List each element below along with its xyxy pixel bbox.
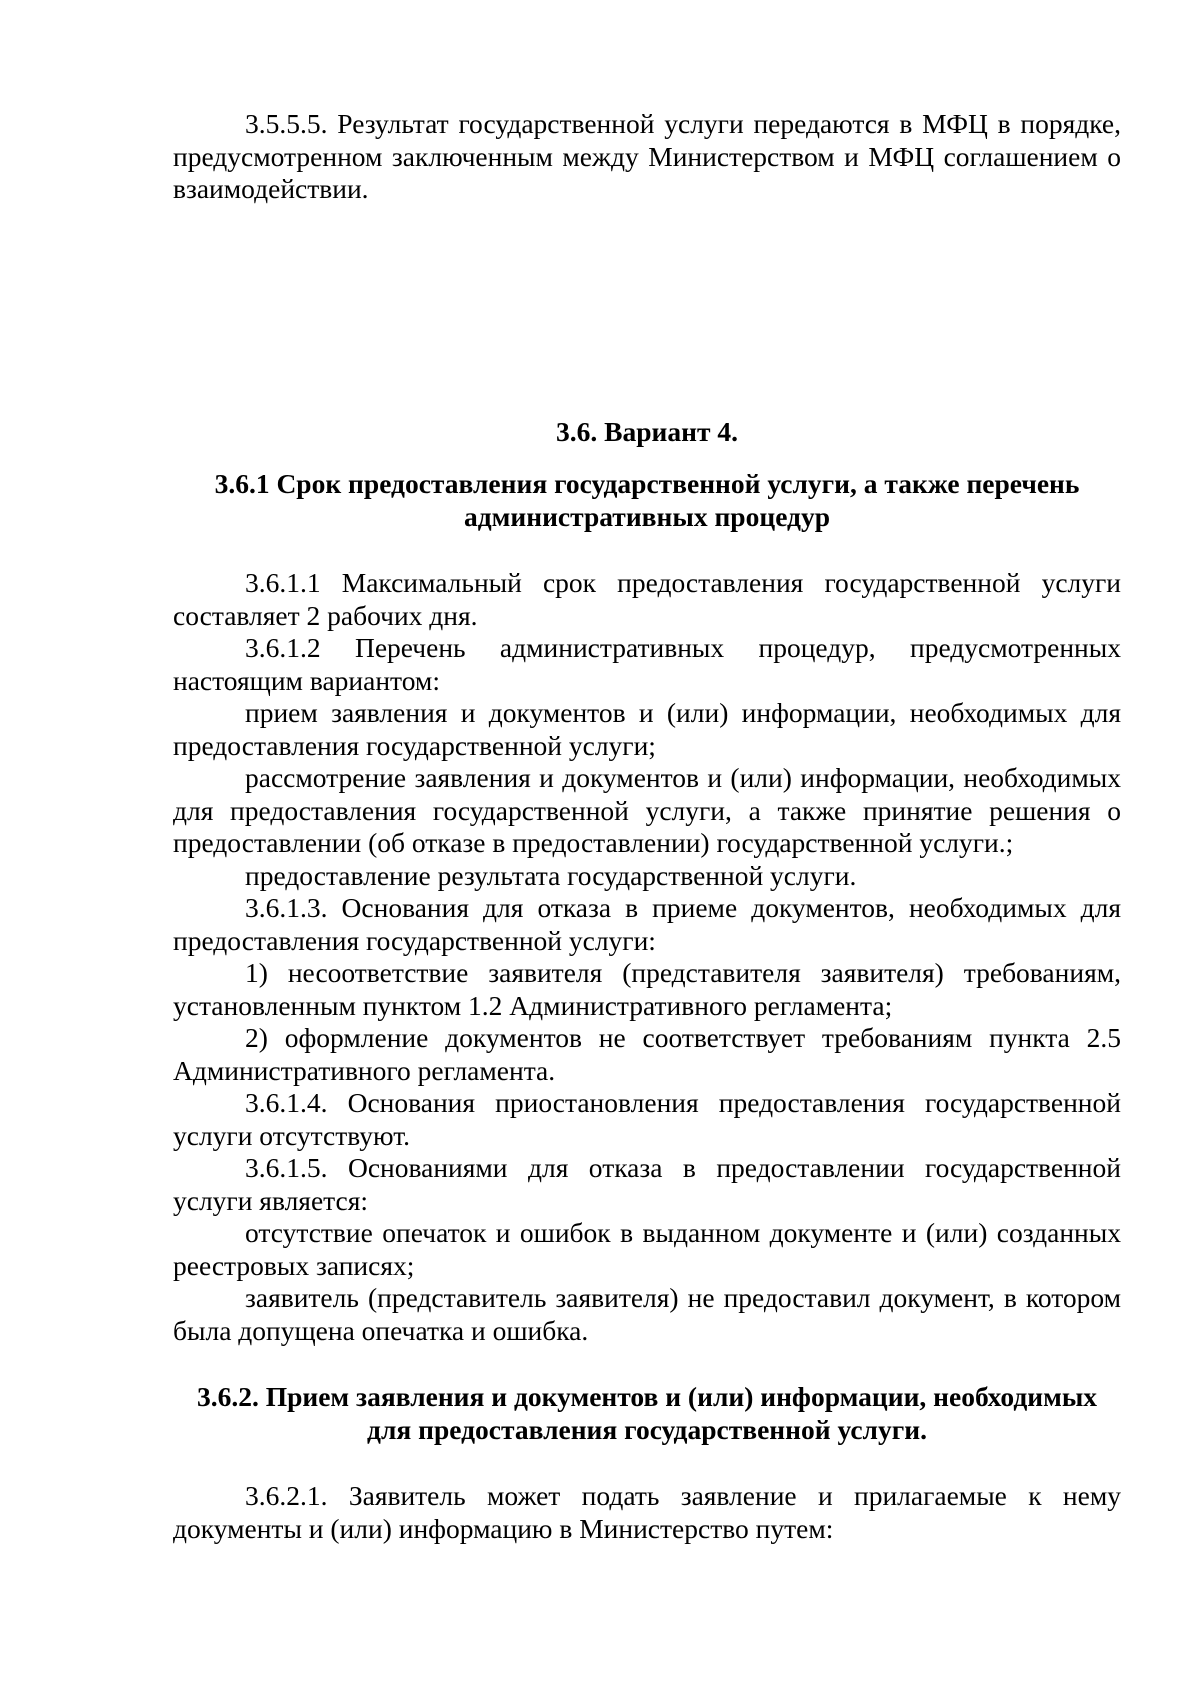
paragraph-3-6-1-4: 3.6.1.4. Основания приостановления предоставления государственной услуги отсутствуют. [173, 1087, 1121, 1151]
procedure-item-3: предоставление результата государственной услуги. [245, 859, 857, 891]
refusal-item-1: отсутствие опечаток и ошибок в выданном документе и (или) созданных реестровых записях; [173, 1217, 1121, 1281]
procedure-item-1: прием заявления и документов и (или) информации, необходимых для предоставления государственной услуги; [173, 697, 1121, 761]
paragraph-3-6-1-2: 3.6.1.2 Перечень административных процедур, предусмотренных настоящим вариантом: [173, 632, 1121, 696]
heading-variant-4: 3.6. Вариант 4. [556, 415, 738, 447]
paragraph-3-5-5-5: 3.5.5.5. Результат государственной услуги передаются в МФЦ в порядке, предусмотренном заключенным между Министерством и МФЦ соглашением о взаимодействии. [173, 108, 1121, 204]
ground-item-1: 1) несоответствие заявителя (представителя заявителя) требованиям, установленным пунктом 1.2 Административного регламента; [173, 957, 1121, 1021]
heading-3-6-2: 3.6.2. Прием заявления и документов и (или) информации, необходимых для предоставления государственной услуги. [196, 1381, 1098, 1445]
ground-item-2: 2) оформление документов не соответствует требованиям пункта 2.5 Административного регламента. [173, 1022, 1121, 1086]
procedure-item-2: рассмотрение заявления и документов и (или) информации, необходимых для предоставления государственной услуги, а также принятие решения о предоставлении (об отказе в предоставлении) государственной услуги.; [173, 762, 1121, 858]
paragraph-3-6-1-5: 3.6.1.5. Основаниями для отказа в предоставлении государственной услуги является: [173, 1152, 1121, 1216]
heading-3-6-1: 3.6.1 Срок предоставления государственной услуги, а также перечень административных процедур [214, 468, 1080, 532]
paragraph-3-6-2-1: 3.6.2.1. Заявитель может подать заявление и прилагаемые к нему документы и (или) информацию в Министерство путем: [173, 1480, 1121, 1544]
paragraph-3-6-1-3: 3.6.1.3. Основания для отказа в приеме документов, необходимых для предоставления государственной услуги: [173, 892, 1121, 956]
document-page [173, 108, 1121, 1545]
refusal-item-2: заявитель (представитель заявителя) не предоставил документ, в котором была допущена опечатка и ошибка. [173, 1282, 1121, 1346]
paragraph-3-6-1-1: 3.6.1.1 Максимальный срок предоставления государственной услуги составляет 2 рабочих дня. [173, 567, 1121, 631]
